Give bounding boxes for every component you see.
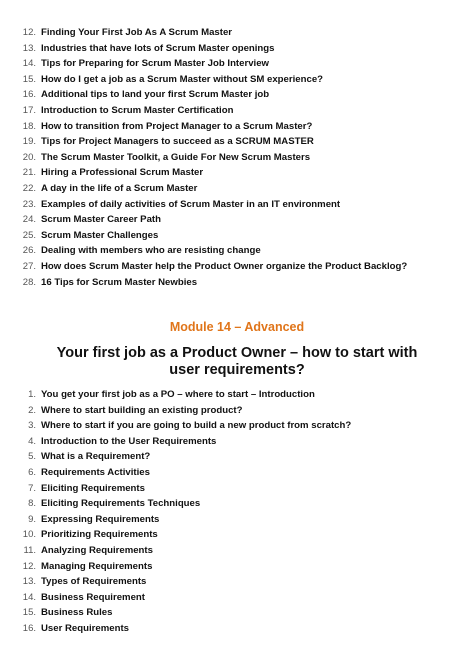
list-item	[0, 496, 474, 512]
list-item-text: Scrum Master Career Path	[41, 214, 161, 226]
list-item-number: 16.	[22, 622, 36, 634]
list-item-number: 23.	[22, 198, 36, 210]
list-item	[0, 41, 474, 57]
list-item-text: Tips for Project Managers to succeed as a SCRUM MASTER	[41, 136, 314, 148]
list-item	[0, 605, 474, 621]
list-item-text: Examples of daily activities of Scrum Master in an IT environment	[41, 198, 341, 210]
list-item-text: Tips for Preparing for Scrum Master Job Interview	[41, 58, 269, 70]
list-item	[0, 72, 474, 88]
list-item-text: How to transition from Project Manager to a Scrum Master?	[41, 120, 313, 132]
list-item-text: Finding Your First Job As A Scrum Master	[41, 27, 233, 38]
list-item-number: 28.	[22, 276, 36, 288]
list-item-text: Hiring a Professional Scrum Master	[41, 167, 204, 179]
list-item-text: Dealing with members who are resisting change	[41, 245, 261, 257]
list-item-number: 22.	[22, 182, 36, 194]
list-item-text: How do I get a job as a Scrum Master without SM experience?	[41, 73, 324, 85]
list-item-number: 21.	[22, 167, 36, 179]
list-item	[0, 559, 474, 575]
list-item-number: 14.	[22, 58, 36, 70]
list-item	[0, 403, 474, 419]
list-item	[0, 119, 474, 135]
list-item-number: 19.	[22, 136, 36, 148]
list-item	[0, 621, 474, 637]
list-item	[0, 87, 474, 103]
list-item-number: 18.	[22, 120, 36, 132]
list-item-number: 3.	[28, 420, 36, 432]
list-item-text: You get your first job as a PO – where to start – Introduction	[41, 389, 315, 400]
list-item-text: What is a Requirement?	[41, 451, 151, 463]
list-item-text: Expressing Requirements	[41, 513, 160, 525]
list-item-number: 26.	[22, 245, 36, 257]
list-item-number: 1.	[28, 389, 36, 400]
list-item-number: 27.	[22, 260, 36, 272]
list-item-number: 4.	[28, 435, 36, 447]
list-item-number: 15.	[22, 607, 36, 619]
module-heading: Module 14 – Advanced	[169, 320, 305, 334]
list-item	[0, 481, 474, 497]
list-item	[0, 543, 474, 559]
list-item-text: Industries that have lots of Scrum Master openings	[41, 42, 275, 54]
list-item-number: 5.	[28, 451, 36, 463]
list-item-text: Where to start if you are going to build a new product from scratch?	[41, 420, 352, 432]
list-item-number: 16.	[22, 89, 36, 101]
list-item-number: 8.	[28, 498, 36, 510]
list-item	[0, 418, 474, 434]
list-item-text: A day in the life of a Scrum Master	[41, 182, 198, 194]
list-item	[0, 465, 474, 481]
list-item-text: Additional tips to land your first Scrum Master job	[41, 89, 270, 101]
list-item	[0, 165, 474, 181]
list-item	[0, 275, 474, 291]
list-item-text: The Scrum Master Toolkit, a Guide For New Scrum Masters	[41, 151, 311, 163]
list-item	[0, 228, 474, 244]
list-item-number: 6.	[28, 466, 36, 478]
list-item	[0, 181, 474, 197]
list-item-text: Types of Requirements	[41, 576, 147, 588]
list-item-number: 25.	[22, 229, 36, 241]
list-item	[0, 103, 474, 119]
list-item-number: 10.	[22, 529, 36, 541]
list-item	[0, 212, 474, 228]
list-item-text: Business Requirement	[41, 591, 145, 603]
requirements-outline-list	[0, 387, 474, 637]
list-item	[0, 243, 474, 259]
list-item	[0, 449, 474, 465]
list-item-text: Managing Requirements	[41, 560, 153, 572]
list-item-text: Eliciting Requirements Techniques	[41, 498, 201, 510]
list-item-text: How does Scrum Master help the Product Owner organize the Product Backlog?	[41, 260, 408, 272]
list-item-text: Business Rules	[41, 607, 113, 619]
list-item	[0, 150, 474, 166]
list-item	[0, 56, 474, 72]
list-item-text: Eliciting Requirements	[41, 482, 145, 494]
list-item	[0, 197, 474, 213]
list-item-number: 13.	[22, 42, 36, 54]
list-item-text: Requirements Activities	[41, 466, 150, 478]
list-item	[0, 590, 474, 606]
list-item-number: 15.	[22, 73, 36, 85]
list-item-text: User Requirements	[41, 622, 129, 634]
course-outline-list	[0, 25, 474, 290]
list-item-number: 24.	[22, 214, 36, 226]
list-item-number: 7.	[28, 482, 36, 494]
list-item-number: 17.	[22, 104, 36, 116]
section-title: Your first job as a Product Owner – how to start with user requirements?	[56, 345, 418, 378]
list-item-text: Introduction to Scrum Master Certification	[41, 104, 234, 116]
list-item	[0, 134, 474, 150]
list-item	[0, 25, 474, 41]
list-item-number: 20.	[22, 151, 36, 163]
list-item-text: Prioritizing Requirements	[41, 529, 158, 541]
list-item-text: Where to start building an existing product?	[41, 404, 243, 416]
list-item	[0, 527, 474, 543]
list-item-number: 13.	[22, 576, 36, 588]
list-item	[0, 387, 474, 403]
list-item-number: 14.	[22, 591, 36, 603]
list-item-text: Introduction to the User Requirements	[41, 435, 217, 447]
list-item-text: Scrum Master Challenges	[41, 229, 159, 241]
list-item-text: 16 Tips for Scrum Master Newbies	[41, 276, 198, 288]
list-item	[0, 512, 474, 528]
list-item-number: 11.	[23, 544, 36, 556]
list-item	[0, 434, 474, 450]
list-item	[0, 259, 474, 275]
list-item-number: 2.	[28, 404, 36, 416]
list-item-text: Analyzing Requirements	[41, 544, 153, 556]
list-item-number: 9.	[28, 513, 36, 525]
list-item-number: 12.	[22, 560, 36, 572]
list-item	[0, 574, 474, 590]
list-item-number: 12.	[22, 27, 36, 38]
